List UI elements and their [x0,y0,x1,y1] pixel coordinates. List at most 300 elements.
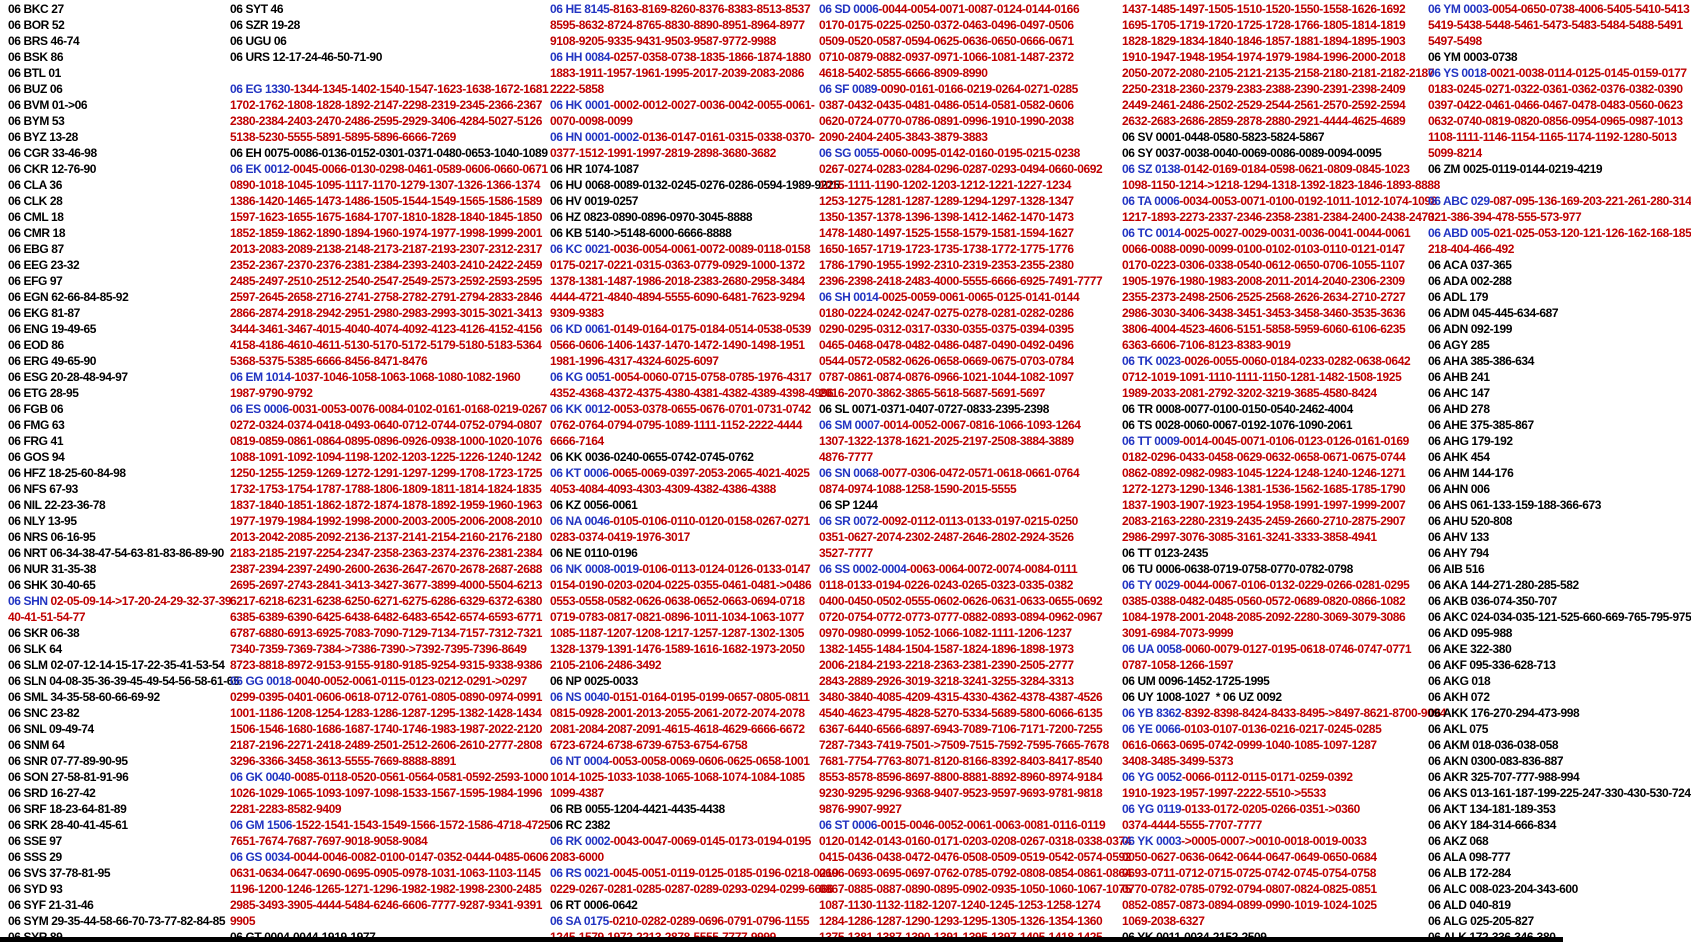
code-line [1428,529,1691,545]
code-entry-black: 06 HZ 0823-0890-0896-0970-3045-8888 [550,210,753,224]
code-entry-black: 06 FRG 41 [8,434,64,448]
code-numbers-red: -0136-0147-0161-0315-0338-0370- [638,130,815,144]
code-line [550,97,840,113]
code-entry-black: 06 NUR 31-35-38 [8,562,97,576]
code-line [1122,417,1446,433]
code-line [1122,33,1446,49]
code-entry-black: 06 AHY 794 [1428,546,1489,560]
code-line [1122,129,1446,145]
code-line [819,177,1131,193]
code-line [819,513,1131,529]
code-numbers-red: 1098-1150-1214->1218-1294-1318-1392-1823-1846-1893-8888 [1122,178,1440,192]
code-numbers-red: -0066-0112-0115-0171-0259-0392 [1181,770,1353,784]
code-entry-black: 06 KK 0036-0240-0655-0742-0745-0762 [550,450,754,464]
code-numbers-red: 0770-0782-0785-0792-0794-0807-0824-0825-0851 [1122,882,1377,896]
code-line [1428,273,1691,289]
code-line [550,801,840,817]
code-line [1122,513,1446,529]
code-numbers-red: 0290-0295-0312-0317-0330-0355-0375-0394-0395 [819,322,1074,336]
code-line [1428,545,1691,561]
code-entry-black: 06 SLK 64 [8,642,62,656]
code-numbers-red: -1344-1345-1402-1540-1547-1623-1638-1672-1681 [290,82,549,96]
code-line [550,113,840,129]
code-line [1428,737,1691,753]
code-line [230,1,550,17]
code-line [819,129,1131,145]
code-numbers-red: 3480-3840-4085-4209-4315-4330-4362-4378-4387-4526 [819,690,1103,704]
code-prefix: 06 NS 0040 [550,690,610,704]
code-line [230,545,550,561]
code-line [1428,897,1691,913]
code-line [819,273,1131,289]
code-prefix: 06 EM 1014 [230,370,291,384]
code-line [550,689,840,705]
code-numbers-red: 0867-0885-0887-0890-0895-0902-0935-1050-1060-1067-1075 [819,882,1132,896]
code-entry-black: 06 URS 12-17-24-46-50-71-90 [230,50,382,64]
code-line [1428,353,1691,369]
code-entry-black: 06 AKT 134-181-189-353 [1428,802,1556,816]
code-line [8,593,239,609]
code-line [819,433,1131,449]
code-numbers-red: 4540-4623-4795-4828-5270-5334-5689-5800-6066-6135 [819,706,1103,720]
code-numbers-red: -0060-0079-0127-0195-0618-0746-0747-0771 [1181,642,1412,656]
code-numbers-red: 6217-6218-6231-6238-6250-6271-6275-6286-6329-6372-6380 [230,594,543,608]
code-line [8,273,239,289]
code-numbers-red: 2250-2318-2360-2379-2383-2388-2390-2391-2398-2409 [1122,82,1406,96]
code-entry-black: 06 NLY 13-95 [8,514,77,528]
code-line [1122,849,1446,865]
code-numbers-red: 0544-0572-0582-0626-0658-0669-0675-0703-0784 [819,354,1074,368]
code-line [8,497,239,513]
code-line [550,369,840,385]
code-line [230,113,550,129]
code-line [819,161,1131,177]
code-numbers-red: -0040-0052-0061-0115-0123-0212-0291->0297 [291,674,527,688]
code-line [230,513,550,529]
code-line [230,497,550,513]
code-line [819,241,1131,257]
code-line [819,353,1131,369]
code-prefix: 06 SN 0068 [819,466,879,480]
code-line [1122,209,1446,225]
code-line [1122,49,1446,65]
code-prefix: 06 ST 0006 [819,818,878,832]
code-line [230,577,550,593]
code-numbers-red: 9108-9205-9335-9431-9503-9587-9772-9988 [550,34,776,48]
code-entry-black: 06 ENG 19-49-65 [8,322,97,336]
code-line [819,17,1131,33]
code-line [230,401,550,417]
code-entry-black: 06 AKD 095-988 [1428,626,1513,640]
code-line [1122,465,1446,481]
code-numbers-red: 2006-2184-2193-2218-2363-2381-2390-2505-2777 [819,658,1074,672]
code-line [550,561,840,577]
code-numbers-red: -0054-0650-0738-4006-5405-5410-5413 [1488,2,1690,16]
code-entry-black: 06 AHV 133 [1428,530,1489,544]
code-line [1122,257,1446,273]
code-line [819,369,1131,385]
code-numbers-red: 4053-4084-4093-4303-4309-4382-4386-4388 [550,482,776,496]
code-numbers-red: -0106-0113-0124-0126-0133-0147 [638,562,811,576]
code-prefix: 06 TT 0009 [1122,434,1180,448]
code-numbers-red: 0175-0217-0221-0315-0363-0779-0929-1000-1372 [550,258,805,272]
code-line [230,81,550,97]
code-prefix: 06 KD 0061 [550,322,611,336]
code-entry-black: 06 SRD 16-27-42 [8,786,96,800]
code-line [819,865,1131,881]
code-numbers-red: 4158-4186-4610-4611-5130-5170-5172-5179-5180-5183-5364 [230,338,542,352]
code-line [819,481,1131,497]
code-line [819,225,1131,241]
code-line [819,881,1131,897]
code-line [1428,1,1691,17]
code-numbers-red: 0180-0224-0242-0247-0275-0278-0281-0282-0286 [819,306,1074,320]
code-numbers-red: 0170-0175-0225-0250-0372-0463-0496-0497-0506 [819,18,1074,32]
code-entry-black: 06 KZ 0056-0061 [550,498,638,512]
code-entry-black: 06 AHD 278 [1428,402,1490,416]
code-entry-black: 06 BUZ 06 [8,82,63,96]
code-line [819,897,1131,913]
code-prefix: 06 GK 0040 [230,770,291,784]
code-numbers-red: 2013-2042-2085-2092-2136-2137-2141-2154-2160-2176-2180 [230,530,543,544]
code-line [230,225,550,241]
code-line [550,337,840,353]
code-numbers-red: 0183-0245-0271-0322-0361-0362-0376-0382-0390 [1428,82,1683,96]
code-numbers-red: 1977-1979-1984-1992-1998-2000-2003-2005-2006-2008-2010 [230,514,543,528]
code-entry-black: 06 ADA 002-288 [1428,274,1512,288]
code-numbers-red: 2281-2283-8582-9409 [230,802,342,816]
code-line [1122,609,1446,625]
code-entry-black: 06 HV 0019-0257 [550,194,639,208]
code-line [550,129,840,145]
code-entry-black: 06 SYT 46 [230,2,284,16]
code-prefix: 06 TK 0023 [1122,354,1181,368]
code-line [550,289,840,305]
code-numbers-red: 0118-0133-0194-0226-0243-0265-0323-0335-0382 [819,578,1073,592]
code-line [8,833,239,849]
code-line [230,529,550,545]
code-line [819,849,1131,865]
code-numbers-red: 1506-1546-1680-1686-1687-1740-1746-1983-1987-2022-2120 [230,722,543,736]
code-line [550,497,840,513]
code-line [230,817,550,833]
code-line [1428,833,1691,849]
code-line [1428,609,1691,625]
code-line [8,305,239,321]
code-prefix: 06 YM 0003 [1428,2,1489,16]
code-entry-black: 06 SML 34-35-58-60-66-69-92 [8,690,160,704]
code-entry-black: 06 AKA 144-271-280-285-582 [1428,578,1579,592]
code-numbers-red: 321-386-394-478-555-573-977 [1428,210,1582,224]
code-line [1122,81,1446,97]
code-line [550,1,840,17]
code-numbers-red: 2485-2497-2510-2512-2540-2547-2549-2573-2592-2593-2595 [230,274,543,288]
code-numbers-red: 0400-0450-0502-0555-0602-0626-0631-0633-0655-0692 [819,594,1103,608]
code-line [819,49,1131,65]
code-numbers-red: -8163-8169-8260-8376-8383-8513-8537 [609,2,811,16]
code-entry-black: 06 RC 2382 [550,818,611,832]
code-line [230,353,550,369]
code-line [1122,689,1446,705]
code-line [550,609,840,625]
code-line [8,321,239,337]
code-entry-black: 06 BSK 86 [8,50,64,64]
code-line [1428,657,1691,673]
code-line [1122,593,1446,609]
code-entry-black: 06 SP 1244 [819,498,878,512]
code-entry-black: 06 GOS 94 [8,450,65,464]
code-line [8,353,239,369]
code-numbers-red: 2083-2163-2280-2319-2435-2459-2660-2710-2875-2907 [1122,514,1406,528]
code-line [819,593,1131,609]
code-line [230,417,550,433]
code-line [8,161,239,177]
code-numbers-red: 2986-3030-3406-3438-3451-3453-3458-3460-3535-3636 [1122,306,1406,320]
code-line [1122,177,1446,193]
code-entry-black: 06 AKB 036-074-350-707 [1428,594,1557,608]
code-numbers-red: 3806-4004-4523-4606-5151-5858-5959-6060-6106-6235 [1122,322,1406,336]
code-numbers-red: -0014-0045-0071-0106-0123-0126-0161-0169 [1179,434,1409,448]
code-line [230,753,550,769]
code-entry-black: 06 RT 0006-0642 [550,898,638,912]
code-entry-black: 06 SLM 02-07-12-14-15-17-22-35-41-53-54 [8,658,225,672]
code-line [8,465,239,481]
code-numbers-red: 7340-7359-7369-7384->7386-7390->7392-7395-7396-8649 [230,642,527,656]
code-line [1428,785,1691,801]
code-prefix: 06 HN 0001-0002 [550,130,639,144]
code-line [550,33,840,49]
code-line [819,545,1131,561]
code-prefix: 06 NA 0046 [550,514,610,528]
code-line [1428,561,1691,577]
code-line [8,561,239,577]
code-entry-black: 06 ERG 49-65-90 [8,354,97,368]
code-prefix: 06 SM 0007 [819,418,880,432]
code-entry-black: 06 SNR 07-77-89-90-95 [8,754,128,768]
code-numbers-red: 1597-1623-1655-1675-1684-1707-1810-1828-1840-1845-1850 [230,210,543,224]
code-entry-black: 06 BYZ 13-28 [8,130,78,144]
code-entry-black: 06 ALG 025-205-827 [1428,914,1534,928]
code-line [550,529,840,545]
code-entry-black: 06 KB 5140->5148-6000-6666-8888 [550,226,732,240]
code-line [1428,641,1691,657]
code-entry-black: 06 RB 0055-1204-4421-4435-4438 [550,802,725,816]
code-entry-black: 06 YM 0003-0738 [1428,50,1518,64]
code-line [1122,833,1446,849]
code-prefix: 06 TY 0029 [1122,578,1180,592]
code-entry-black: 06 HFZ 18-25-60-84-98 [8,466,126,480]
code-entry-black: 06 NIL 22-23-36-78 [8,498,106,512]
code-entry-black: 06 AHB 241 [1428,370,1490,384]
code-numbers-red: 2985-3493-3905-4444-5484-6246-6606-7777-9287-9341-9391 [230,898,543,912]
code-numbers-red: 1695-1705-1719-1720-1725-1728-1766-1805-1814-1819 [1122,18,1406,32]
code-numbers-red: 2083-6000 [550,850,604,864]
code-numbers-red: 0632-0740-0819-0820-0856-0954-0965-0987-1013 [1428,114,1683,128]
code-numbers-red: 2866-2874-2918-2942-2951-2980-2983-2993-3015-3021-3413 [230,306,543,320]
code-numbers-red: -0063-0064-0072-0074-0084-0111 [906,562,1078,576]
code-entry-black: 06 SRF 18-23-64-81-89 [8,802,127,816]
code-numbers-red: -0092-0112-0113-0133-0197-0215-0250 [878,514,1078,528]
code-entry-black: 06 FGB 06 [8,402,64,416]
code-entry-black: 06 EFG 97 [8,274,63,288]
code-line [8,881,239,897]
code-line [230,129,550,145]
code-entry-black: 06 AHU 520-808 [1428,514,1513,528]
code-numbers-red: -0103-0107-0136-0216-0217-0245-0285 [1180,722,1382,736]
code-entry-black: 06 TS 0028-0060-0067-0192-1076-1090-2061 [1122,418,1353,432]
code-numbers-red: 1837-1903-1907-1923-1954-1958-1991-1997-1999-2007 [1122,498,1406,512]
code-numbers-red: 2013-2083-2089-2138-2148-2173-2187-2193-2307-2312-2317 [230,242,543,256]
code-line [1428,225,1691,241]
code-prefix: 06 SA 0175 [550,914,609,928]
code-numbers-red: 8595-8632-8724-8765-8830-8890-8951-8964-8977 [550,18,805,32]
code-numbers-red: 0762-0764-0794-0795-1089-1111-1152-2222-4444 [550,418,802,432]
code-numbers-red: 1910-1923-1957-1997-2222-5510->5533 [1122,786,1326,800]
code-line [1122,913,1446,929]
code-entry-black: 06 CLK 28 [8,194,63,208]
code-entry-black: 06 AHK 454 [1428,450,1490,464]
code-prefix: 06 KG 0051 [550,370,611,384]
code-numbers-red: 1883-1911-1957-1961-1995-2017-2039-2083-2086 [550,66,804,80]
code-line [550,881,840,897]
code-entry-black: 06 EOD 86 [8,338,64,352]
code-numbers-red: 3527-7777 [819,546,873,560]
code-line [1428,97,1691,113]
code-line [8,241,239,257]
code-line [1122,881,1446,897]
code-line [1428,33,1691,49]
code-entry-black: 06 ADL 179 [1428,290,1489,304]
code-line [819,817,1131,833]
code-line [8,369,239,385]
code-numbers-red: 0351-0627-2074-2302-2487-2646-2802-2924-3526 [819,530,1074,544]
code-numbers-red: 8723-8818-8972-9153-9155-9180-9185-9254-9315-9338-9386 [230,658,543,672]
code-line [1428,177,1691,193]
code-numbers-red: -0105-0106-0110-0120-0158-0267-0271 [609,514,810,528]
code-numbers-red: 4876-7777 [819,450,873,464]
code-line [550,721,840,737]
code-prefix: 06 HE 8145 [550,2,610,16]
code-numbers-red: 7651-7674-7687-7697-9018-9058-9084 [230,834,428,848]
code-line [8,785,239,801]
code-entry-black: 06 AHC 147 [1428,386,1490,400]
code-line [550,849,840,865]
code-line [8,257,239,273]
code-line [1428,145,1691,161]
code-line [1428,865,1691,881]
code-prefix: 06 EK 0012 [230,162,290,176]
code-line [1122,433,1446,449]
code-line [230,145,550,161]
code-entry-black: 06 AKN 0300-083-836-887 [1428,754,1564,768]
code-numbers-red: 2050-2072-2080-2105-2121-2135-2158-2180-2181-2182-2187 [1122,66,1435,80]
code-entry-black: 06 SNL 09-49-74 [8,722,94,736]
code-line [1122,369,1446,385]
code-entry-black: 06 AKH 072 [1428,690,1490,704]
code-entry-black: 06 AKK 176-270-294-473-998 [1428,706,1580,720]
code-numbers-red: 5497-5498 [1428,34,1482,48]
code-entry-black: 06 AKG 018 [1428,674,1491,688]
code-numbers-red: 0852-0857-0873-0894-0899-0990-1019-1024-1025 [1122,898,1377,912]
code-entry-black: 06 SZR 19-28 [230,18,300,32]
code-line [550,625,840,641]
code-line [1428,305,1691,321]
code-numbers-red: -0077-0306-0472-0571-0618-0661-0764 [878,466,1080,480]
code-line [8,449,239,465]
code-line [1122,481,1446,497]
code-numbers-red: 4444-4721-4840-4894-5555-6090-6481-7623-9294 [550,290,805,304]
code-line [550,577,840,593]
code-line [1122,641,1446,657]
code-line [550,209,840,225]
code-numbers-red: 1272-1273-1290-1346-1381-1536-1562-1685-1785-1790 [1122,482,1406,496]
code-entry-black: 06 AHS 061-133-159-188-366-673 [1428,498,1602,512]
code-numbers-red: -087-095-136-169-203-221-261-280-314 [1489,194,1691,208]
code-numbers-red: 0874-0974-1088-1258-1590-2015-5555 [819,482,1017,496]
code-line [230,305,550,321]
code-entry-black: 06 HR 1074-1087 [550,162,639,176]
code-numbers-red: 0385-0388-0482-0485-0560-0572-0689-0820-0866-1082 [1122,594,1406,608]
code-line [819,625,1131,641]
code-line [550,481,840,497]
code-numbers-red: ->0005-0007->0010-0018-0019-0033 [1181,834,1367,848]
code-numbers-red: 3296-3366-3458-3613-5555-7669-8888-8891 [230,754,456,768]
code-line [1428,497,1691,513]
code-line [230,913,550,929]
column-3 [550,1,840,945]
code-line [1122,385,1446,401]
code-line [230,801,550,817]
code-line [230,177,550,193]
code-numbers-red: 9876-9907-9927 [819,802,902,816]
code-line [550,417,840,433]
code-numbers-red: 1382-1455-1484-1504-1587-1824-1896-1898-1973 [819,642,1074,656]
code-entry-black: 06 SON 27-58-81-91-96 [8,770,129,784]
code-entry-black: 06 EGN 62-66-84-85-92 [8,290,129,304]
code-prefix: 06 ES 0006 [230,402,289,416]
code-line [8,817,239,833]
code-numbers-red: 6367-6440-6566-6897-6943-7089-7106-7171-7200-7255 [819,722,1103,736]
code-line [819,833,1131,849]
code-line [1428,369,1691,385]
code-line [1122,353,1446,369]
code-line [230,273,550,289]
code-numbers-red: 1905-1976-1980-1983-2008-2011-2014-2040-2306-2309 [1122,274,1405,288]
code-prefix: 06 HK 0001 [550,98,611,112]
code-entry-black: 06 UGU 06 [230,34,287,48]
code-line [8,897,239,913]
code-numbers-red: 2183-2185-2197-2254-2347-2358-2363-2374-2376-2381-2384 [230,546,543,560]
code-prefix: 06 NK 0008-0019 [550,562,639,576]
code-numbers-red: 2352-2367-2370-2376-2381-2384-2393-2403-2410-2422-2459 [230,258,543,272]
code-line [230,657,550,673]
code-entry-black: 06 CGR 33-46-98 [8,146,97,160]
code-numbers-red: 2355-2373-2498-2506-2525-2568-2626-2634-2710-2727 [1122,290,1406,304]
code-entry-black: 06 BVM 01->06 [8,98,88,112]
code-line [1122,305,1446,321]
code-numbers-red: 0720-0754-0772-0773-0777-0882-0893-0894-0962-0967 [819,610,1103,624]
code-line [1428,465,1691,481]
code-numbers-red: 7287-7343-7419-7501->7509-7515-7592-7595-7665-7678 [819,738,1109,752]
code-line [1428,721,1691,737]
code-line [8,49,239,65]
column-6 [1428,1,1691,945]
code-numbers-red: 1217-1893-2273-2337-2346-2358-2381-2384-2400-2438-2470 [1122,210,1435,224]
code-line [8,289,239,305]
code-line [230,321,550,337]
code-numbers-red: -0044-0067-0106-0132-0229-0266-0281-0295 [1179,578,1410,592]
code-prefix: 06 ABD 005 [1428,226,1490,240]
